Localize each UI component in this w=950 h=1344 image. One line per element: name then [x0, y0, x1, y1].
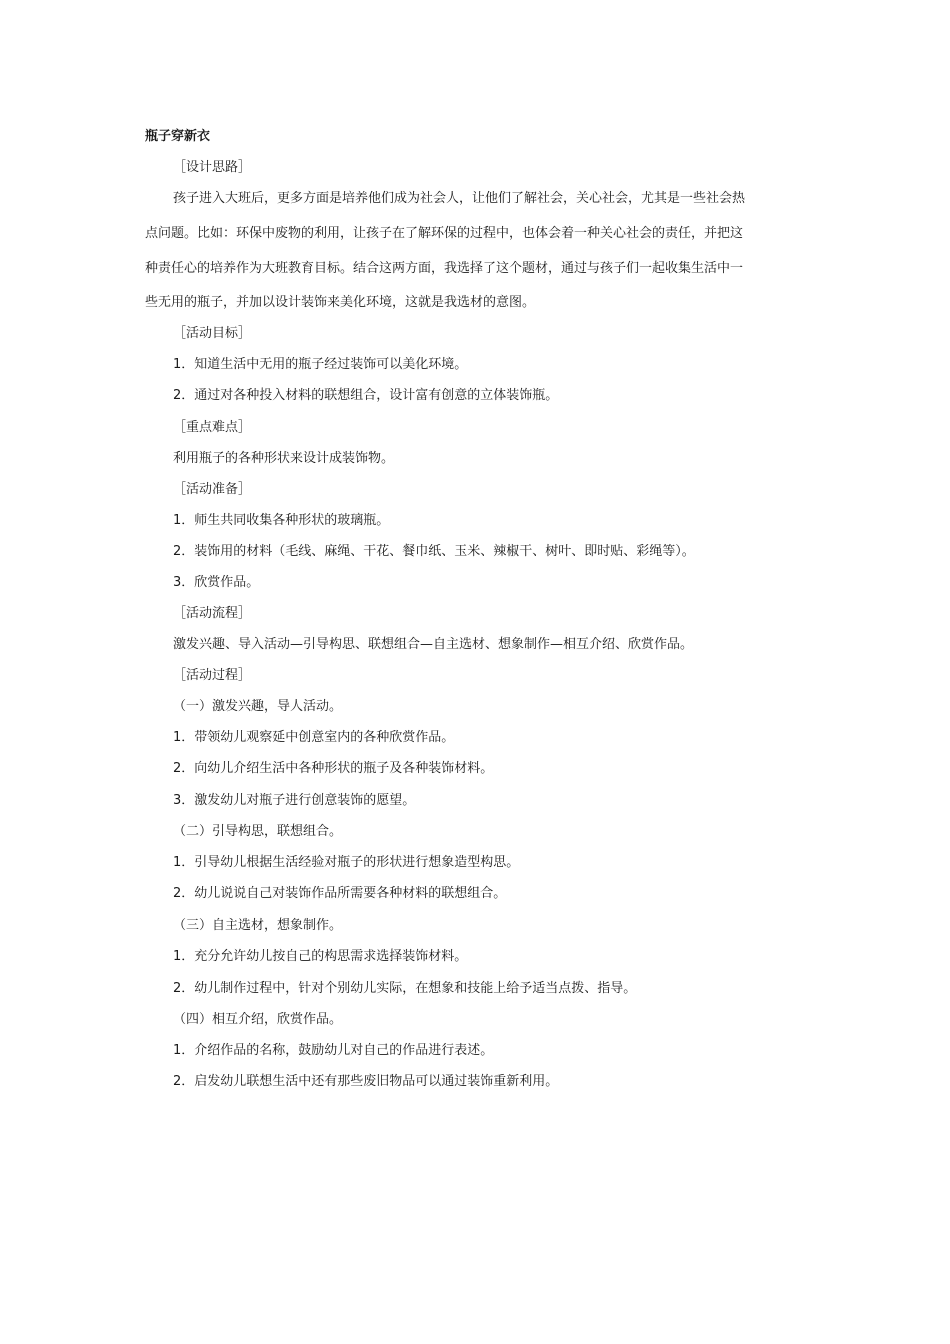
document-title: 瓶子穿新衣: [145, 129, 211, 144]
process-item: 2．幼儿说说自己对装饰作品所需要各种材料的联想组合。: [173, 886, 507, 901]
prep-item: 1．师生共同收集各种形状的玻璃瓶。: [173, 513, 390, 528]
key-heading: ［重点难点］: [173, 420, 252, 435]
prep-item: 2．装饰用的材料（毛线、麻绳、干花、餐巾纸、玉米、辣椒干、树叶、即时贴、彩绳等）。: [173, 544, 695, 559]
goal-item: 1．知道生活中无用的瓶子经过装饰可以美化环境。: [173, 357, 468, 372]
key-text: 利用瓶子的各种形状来设计成装饰物。: [173, 451, 395, 466]
flow-text: 激发兴趣、导入活动—引导构思、联想组合—自主选材、想象制作—相互介绍、欣赏作品。: [173, 637, 694, 652]
process-item: 2．幼儿制作过程中，针对个别幼儿实际，在想象和技能上给予适当点拨、指导。: [173, 981, 637, 996]
process-item: 1．介绍作品的名称，鼓励幼儿对自己的作品进行表述。: [173, 1043, 494, 1058]
design-paragraph-line-1: 孩子进入大班后，更多方面是培养他们成为社会人，让他们了解社会，关心社会，尤其是一些社会热: [173, 191, 746, 206]
process-item: 2．向幼儿介绍生活中各种形状的瓶子及各种装饰材料。: [173, 761, 494, 776]
goal-item: 2．通过对各种投入材料的联想组合，设计富有创意的立体装饰瓶。: [173, 388, 559, 403]
flow-heading: ［活动流程］: [173, 606, 252, 621]
design-paragraph-line-4: 些无用的瓶子，并加以设计装饰来美化环境，这就是我选材的意图。: [145, 295, 536, 310]
process-section-heading: （三）自主选材，想象制作。: [173, 918, 343, 933]
process-section-heading: （一）激发兴趣，导人活动。: [173, 699, 343, 714]
process-section-heading: （四）相互介绍，欣赏作品。: [173, 1012, 343, 1027]
design-paragraph-line-2: 点问题。比如：环保中废物的利用，让孩子在了解环保的过程中，也体会着一种关心社会的责任，并把这: [145, 226, 744, 241]
process-heading: ［活动过程］: [173, 668, 252, 683]
goal-heading: ［活动目标］: [173, 326, 252, 341]
process-item: 1．充分允许幼儿按自己的构思需求选择装饰材料。: [173, 949, 468, 964]
process-section-heading: （二）引导构思，联想组合。: [173, 824, 343, 839]
design-heading: ［设计思路］: [173, 160, 252, 175]
process-item: 1．带领幼儿观察延中创意室内的各种欣赏作品。: [173, 730, 455, 745]
prep-heading: ［活动准备］: [173, 482, 252, 497]
process-item: 3．激发幼儿对瓶子进行创意装饰的愿望。: [173, 793, 416, 808]
prep-item: 3．欣赏作品。: [173, 575, 260, 590]
process-item: 2．启发幼儿联想生活中还有那些废旧物品可以通过装饰重新利用。: [173, 1074, 559, 1089]
design-paragraph-line-3: 种责任心的培养作为大班教育目标。结合这两方面，我选择了这个题材，通过与孩子们一起收集生活中一: [145, 261, 744, 276]
process-item: 1．引导幼儿根据生活经验对瓶子的形状进行想象造型构思。: [173, 855, 520, 870]
